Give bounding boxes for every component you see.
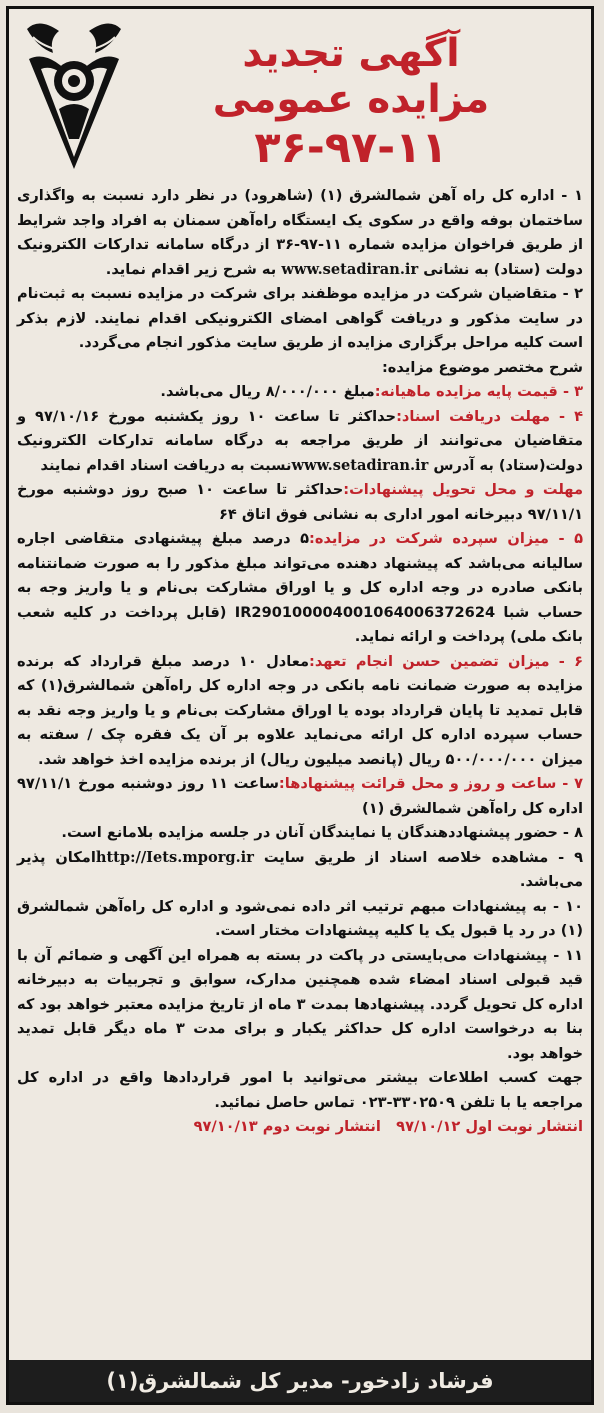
title-block <box>141 31 561 173</box>
clause-9: ۹ - مشاهده خلاصه اسناد از طریق سایت http://Iets.mporg.irامکان پذیر می‌باشد. <box>17 848 583 890</box>
clause-11: ۱۱ - پیشنهادات می‌بایستی در پاکت در بسته به همراه این آگهی و ضمائم آن با قید قبولی اسناد امضاء شده همچنین مدارک، سوابق و تجربیات به دبیرخانه اداره کل تحویل گردد. پیشنهادها بمدت ۳ ماه از تاریخ مزایده معتبر خواهد بود که بنا به درخواست اداره کل حداکثر یکبار و برای مدت ۳ ماه دیگر قابل تمدید خواهد بود. <box>17 946 583 1062</box>
advertisement-frame <box>6 6 594 1405</box>
clause-6: ۶ - میزان تضمین حسن انجام تعهد:معادل ۱۰ درصد مبلغ قرارداد که برنده مزایده به صورت ضمانت نامه بانکی در وجه اداره کل راه‌آهن شمالشرق(۱) که قابل تمدید تا پایان قرارداد بوده یا اوراق مشارکت بی‌نام و یا واریز وجه نقد به حساب سپرده اداره کل ارائه می‌نماید علاوه بر آن یک فقره چک / سفته به میزان ۵۰۰/۰۰۰/۰۰۰ ریال (پانصد میلیون ریال) از برنده مزایده اخذ خواهد شد. <box>17 652 583 768</box>
clause-5: ۵ - میزان سپرده شرکت در مزایده:۵ درصد مبلغ پیشنهادی متقاضی اجاره سالیانه می‌باشد که پیشنهاد دهنده می‌تواند مبلغ مذکور را به صورت ضمانتنامه بانکی صادره در وجه اداره کل و یا اوراق مشارکت بی‌نام و یا واریز وجه به حساب شبا IR290100004001064006372624 (قابل پرداخت در کلیه شعب بانک ملی) پرداخت و ارائه نماید. <box>17 530 584 645</box>
iban: IR290100004001064006372624 <box>234 603 496 621</box>
title-renewal: آگهی تجدید <box>242 31 460 76</box>
clause-2: ۲ - متقاضیان شرکت در مزایده موظفند برای شرکت در مزایده نسبت به ثبت‌نام در سایت مذکور و دریافت گواهی امضای الکترونیکی اقدام نمایند. لازم بذکر است کلیه مراحل برگزاری مزایده از طریق سایت مذکور انجام می‌گردد. <box>17 285 583 351</box>
publish-first: انتشار نوبت اول ۹۷/۱۰/۱۲ <box>396 1118 583 1135</box>
setad-link[interactable]: www.setadiran.ir <box>281 260 419 278</box>
subject-heading: شرح مختصر موضوع مزایده: <box>381 358 583 376</box>
deadline-clause: مهلت و محل تحویل پیشنهادات:حداکثر تا ساعت ۱۰ صبح روز دوشنبه مورخ ۹۷/۱۱/۱ دبیرخانه امور اداری به نشانی فوق اتاق ۶۴ <box>17 481 583 523</box>
clause-8: ۸ - حضور پیشنهاددهندگان یا نمایندگان آنان در جلسه مزایده بلامانع است. <box>61 824 583 841</box>
title-public-auction: مزایده عمومی <box>212 77 490 122</box>
setad-link-2[interactable]: www.setadiran.ir <box>291 456 429 474</box>
clause-10: ۱۰ - به پیشنهادات مبهم ترتیب اثر داده نمی‌شود و اداره کل راه‌آهن شمالشرق (۱) در رد یا قبول یک یا کلیه پیشنهادات مختار است. <box>17 897 583 939</box>
railway-winged-emblem-icon <box>19 19 129 174</box>
clause-3: ۳ - قیمت پایه مزایده ماهیانه:مبلغ ۸/۰۰۰/۰۰۰ ریال می‌باشد. <box>160 383 583 400</box>
publish-second: انتشار نوبت دوم ۹۷/۱۰/۱۳ <box>193 1118 381 1135</box>
header <box>9 9 591 184</box>
clause-1: ۱ - اداره کل راه آهن شمالشرق (۱) (شاهرود) در نظر دارد نسبت به واگذاری ساختمان بوفه واقع در سکوی یک ایستگاه راه‌آهن سمنان به افراد واجد شرایط از طریق فراخوان مزایده شماره ۱۱-۹۷-۳۶ از درگاه سامانه تدارکات الکترونیک دولت (ستاد) به نشانی www.setadiran.ir به شرح زیر اقدام نماید. <box>17 187 583 278</box>
signature-bar: فرشاد زادخور- مدیر کل شمالشرق(۱) <box>9 1360 591 1402</box>
tender-number: ۳۶-۹۷-۱۱ <box>254 123 448 173</box>
clause-4: ۴ - مهلت دریافت اسناد:حداکثر تا ساعت ۱۰ روز یکشنبه مورخ ۹۷/۱۰/۱۶ و متقاضیان می‌توانند از طریق مراجعه به درگاه سامانه تدارکات الکترونیک دولت(ستاد) به آدرس www.setadiran.irنسبت به دریافت اسناد اقدام نمایند <box>17 407 583 474</box>
publish-dates <box>17 1115 583 1140</box>
clause-7: ۷ - ساعت و روز و محل قرائت پیشنهادها:ساعت ۱۱ روز دوشنبه مورخ ۹۷/۱۱/۱ اداره کل راه‌آهن شمالشرق (۱) <box>17 775 583 817</box>
contact-info: جهت کسب اطلاعات بیشتر می‌توانید با امور قراردادها واقع در اداره کل مراجعه یا با تلفن ۳۳۰۲۵۰۹-۰۲۳ تماس حاصل نمائید. <box>17 1069 583 1111</box>
iets-link[interactable]: http://Iets.mporg.ir <box>95 848 254 866</box>
notice-body <box>17 184 583 1140</box>
